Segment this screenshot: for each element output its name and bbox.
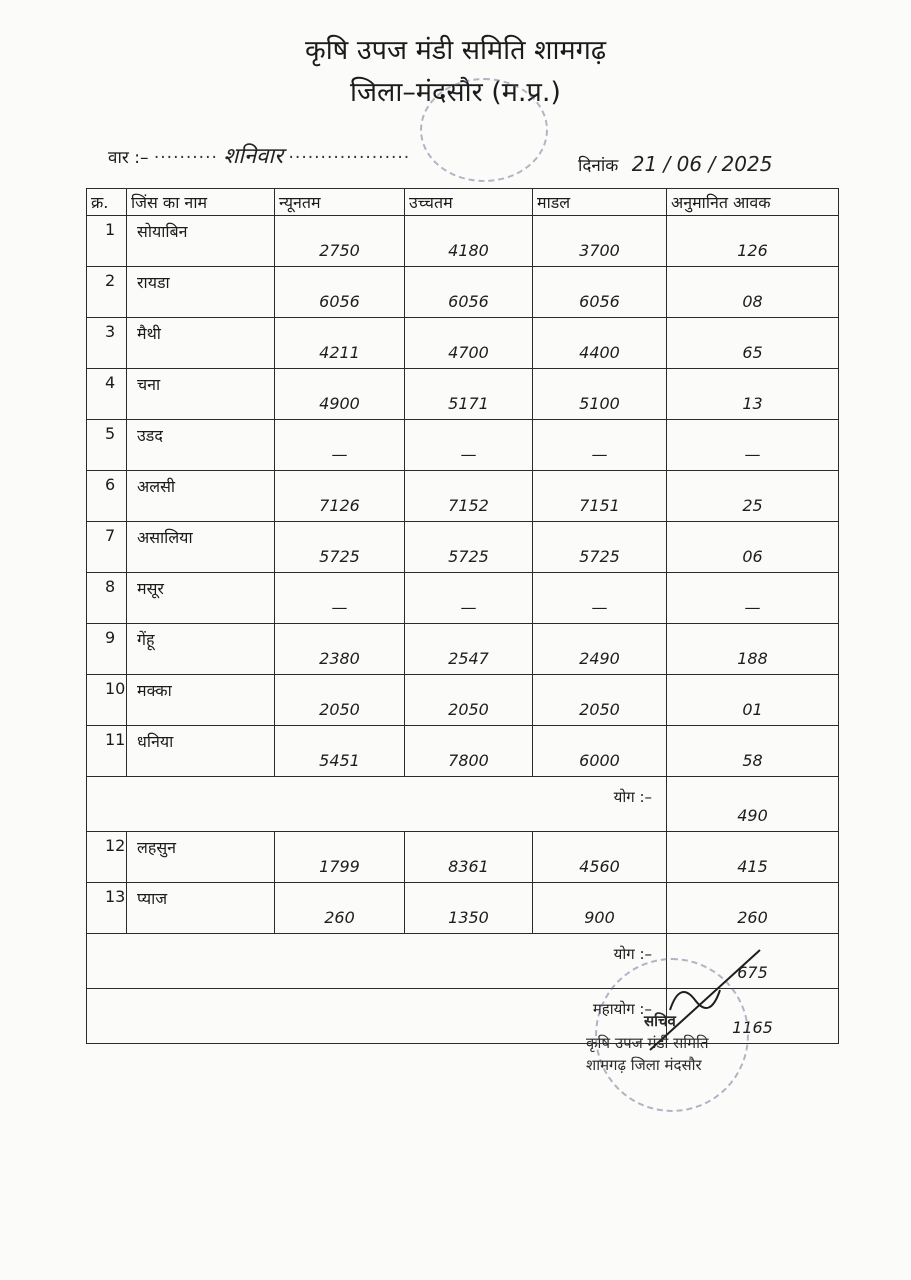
subtotal-label: योग :–	[87, 934, 667, 989]
subtotal-row	[87, 777, 839, 832]
col-crop-name: जिंस का नाम	[127, 189, 275, 216]
table-row: 2 रायडा 6056 6056 6056 08	[87, 267, 839, 318]
col-min: न्यूनतम	[275, 189, 405, 216]
page-subtitle: जिला–मंदसौर (म.प्र.)	[350, 77, 561, 108]
table-row: 13 प्याज 260 1350 900 260	[87, 883, 839, 934]
page-title: कृषि उपज मंडी समिति शामगढ़	[304, 35, 607, 66]
grand-total-value: 1165	[667, 989, 839, 1044]
table-header-row	[87, 189, 839, 216]
day-value: शनिवार	[223, 144, 284, 169]
table-row: 9 गेंहू 2380 2547 2490 188	[87, 624, 839, 675]
signatory-title: सचिव	[644, 1012, 676, 1030]
subtotal-value: 490	[667, 777, 839, 832]
table-row: 4 चना 4900 5171 5100 13	[87, 369, 839, 420]
table-row: 6 अलसी 7126 7152 7151 25	[87, 471, 839, 522]
table-row: 1 सोयाबिन 2750 4180 3700 126	[87, 216, 839, 267]
col-arrival: अनुमानित आवक	[667, 189, 839, 216]
date-field	[578, 152, 772, 176]
col-model: माडल	[533, 189, 667, 216]
day-label: वार :–	[108, 148, 149, 168]
table-row: 11 धनिया 5451 7800 6000 58	[87, 726, 839, 777]
table-row: 12 लहसुन 1799 8361 4560 415	[87, 832, 839, 883]
col-max: उच्चतम	[405, 189, 533, 216]
date-value: 21 / 06 / 2025	[631, 152, 773, 176]
signatory-location: शामगढ़ जिला मंदसौर	[586, 1056, 702, 1074]
mandi-rate-table	[86, 188, 839, 1044]
table-row: 3 मैथी 4211 4700 4400 65	[87, 318, 839, 369]
table-row: 10 मक्का 2050 2050 2050 01	[87, 675, 839, 726]
table-row: 5 उडद — — — —	[87, 420, 839, 471]
date-label: दिनांक	[578, 156, 619, 176]
col-sno: क्र.	[87, 189, 127, 216]
office-seal-top	[420, 78, 548, 182]
table-row: 8 मसूर — — — —	[87, 573, 839, 624]
table-row: 7 असालिया 5725 5725 5725 06	[87, 522, 839, 573]
subtotal-value: 675	[667, 934, 839, 989]
signatory-office: कृषि उपज मंडी समिति	[586, 1034, 709, 1052]
subtotal-label: योग :–	[87, 777, 667, 832]
grand-total-label: महायोग :–	[87, 989, 667, 1044]
day-field: वार :– ·········· शनिवार ···················	[108, 144, 411, 169]
signature-block	[586, 1010, 709, 1076]
